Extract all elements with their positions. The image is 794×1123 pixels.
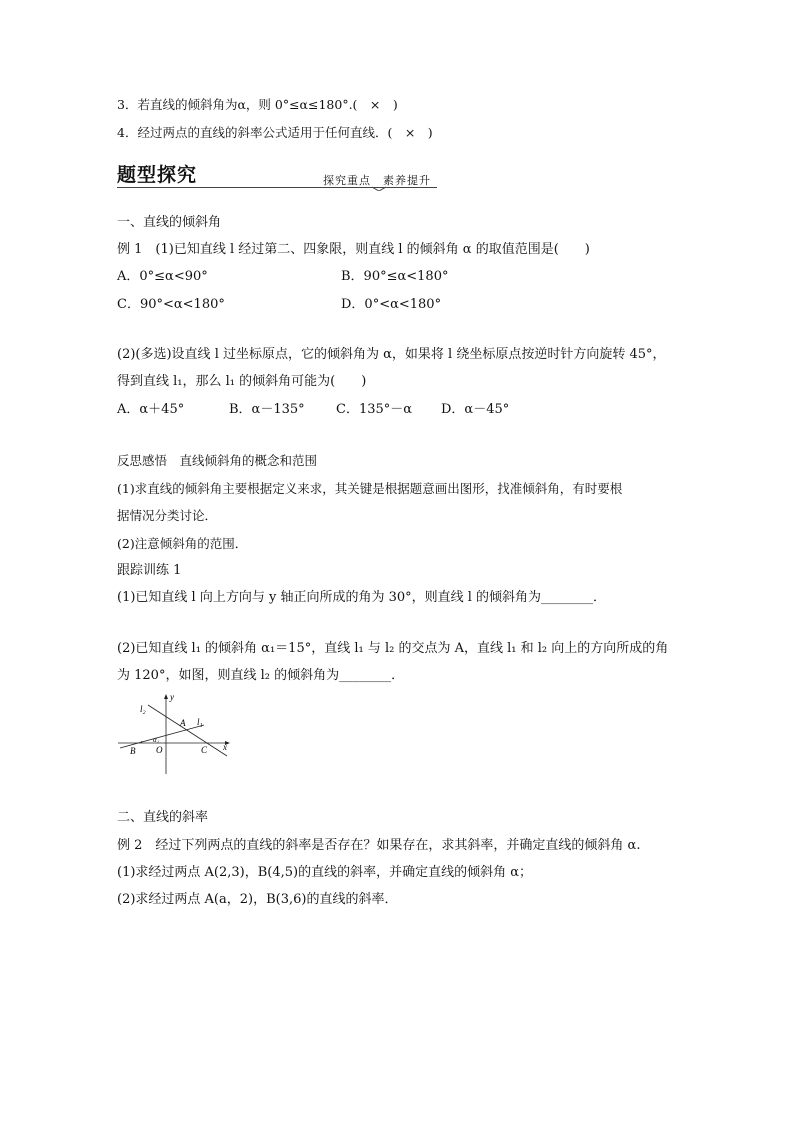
- example2-intro: 例 2 经过下列两点的直线的斜率是否存在？如果存在，求其斜率，并确定直线的倾斜角 α.: [117, 838, 641, 853]
- label-b: B: [130, 746, 136, 756]
- label-alpha1: α₁: [153, 736, 160, 744]
- example1-q1-option-a: A．0°≤α<90°: [117, 269, 208, 284]
- example1-q2-option-b: B．α－135°: [229, 402, 305, 417]
- section2-heading: 二、直线的斜率: [117, 810, 209, 825]
- example1-q2-line2: 得到直线 l₁，那么 l₁ 的倾斜角可能为( ): [117, 374, 367, 389]
- example1-q1-option-d: D．0°<α<180°: [341, 297, 442, 312]
- training-title: 跟踪训练 1: [117, 563, 182, 578]
- reflection-title: 反思感悟 直线倾斜角的概念和范围: [117, 453, 318, 468]
- example1-q2-option-a: A．α＋45°: [117, 402, 185, 417]
- label-l2: l₂: [140, 704, 146, 714]
- reflection-point-1a: (1)求直线的倾斜角主要根据定义来求，其关键是根据题意画出图形，找准倾斜角，有时要根: [117, 481, 623, 496]
- line-figure: [112, 690, 237, 780]
- label-a: A: [180, 718, 186, 728]
- training-q2-line2: 为 120°，如图，则直线 l₂ 的倾斜角为________．: [117, 668, 405, 683]
- example2-q1: (1)求经过两点 A(2,3)，B(4,5)的直线的斜率，并确定直线的倾斜角 α；: [117, 865, 533, 880]
- training-q2-line1: (2)已知直线 l₁ 的倾斜角 α₁＝15°，直线 l₁ 与 l₂ 的交点为 A，直线 l₁ 和 l₂ 向上的方向所成的角: [117, 641, 669, 656]
- example1-q2-option-d: D．α－45°: [441, 402, 510, 417]
- item-3: 3．若直线的倾斜角为α，则 0°≤α≤180°.( × ): [117, 97, 398, 112]
- training-q1: (1)已知直线 l 向上方向与 y 轴正向所成的角为 30°，则直线 l 的倾斜角为________．: [117, 590, 607, 605]
- example1-q2-line1: (2)(多选)设直线 l 过坐标原点，它的倾斜角为 α，如果将 l 绕坐标原点按逆时针方向旋转 45°，: [117, 347, 666, 362]
- reflection-point-1b: 据情况分类讨论．: [117, 508, 218, 523]
- example1-q1-option-c: C．90°<α<180°: [117, 297, 225, 312]
- reflection-point-2: (2)注意倾斜角的范围．: [117, 536, 248, 551]
- y-axis-arrow: [164, 694, 168, 699]
- banner-title: 题型探究: [117, 164, 198, 186]
- item-4: 4．经过两点的直线的斜率公式适用于任何直线．( × ): [117, 125, 433, 140]
- example2-q2: (2)求经过两点 A(a，2)，B(3,6)的直线的斜率．: [117, 892, 398, 907]
- example1-q1-option-b: B．90°≤α<180°: [341, 269, 449, 284]
- label-l1: l₁: [197, 717, 203, 727]
- label-x: x: [223, 742, 227, 752]
- banner-subtitle: 探究重点 素养提升: [323, 174, 431, 187]
- example1-q1: 例 1 (1)已知直线 l 经过第二、四象限，则直线 l 的倾斜角 α 的取值范围是( ): [117, 242, 590, 257]
- label-c: C: [201, 745, 208, 755]
- banner-notch-icon: [372, 183, 386, 191]
- example1-q2-option-c: C．135°－α: [336, 402, 413, 417]
- label-o: O: [156, 745, 163, 755]
- section1-heading: 一、直线的倾斜角: [117, 215, 222, 230]
- label-y: y: [170, 692, 174, 702]
